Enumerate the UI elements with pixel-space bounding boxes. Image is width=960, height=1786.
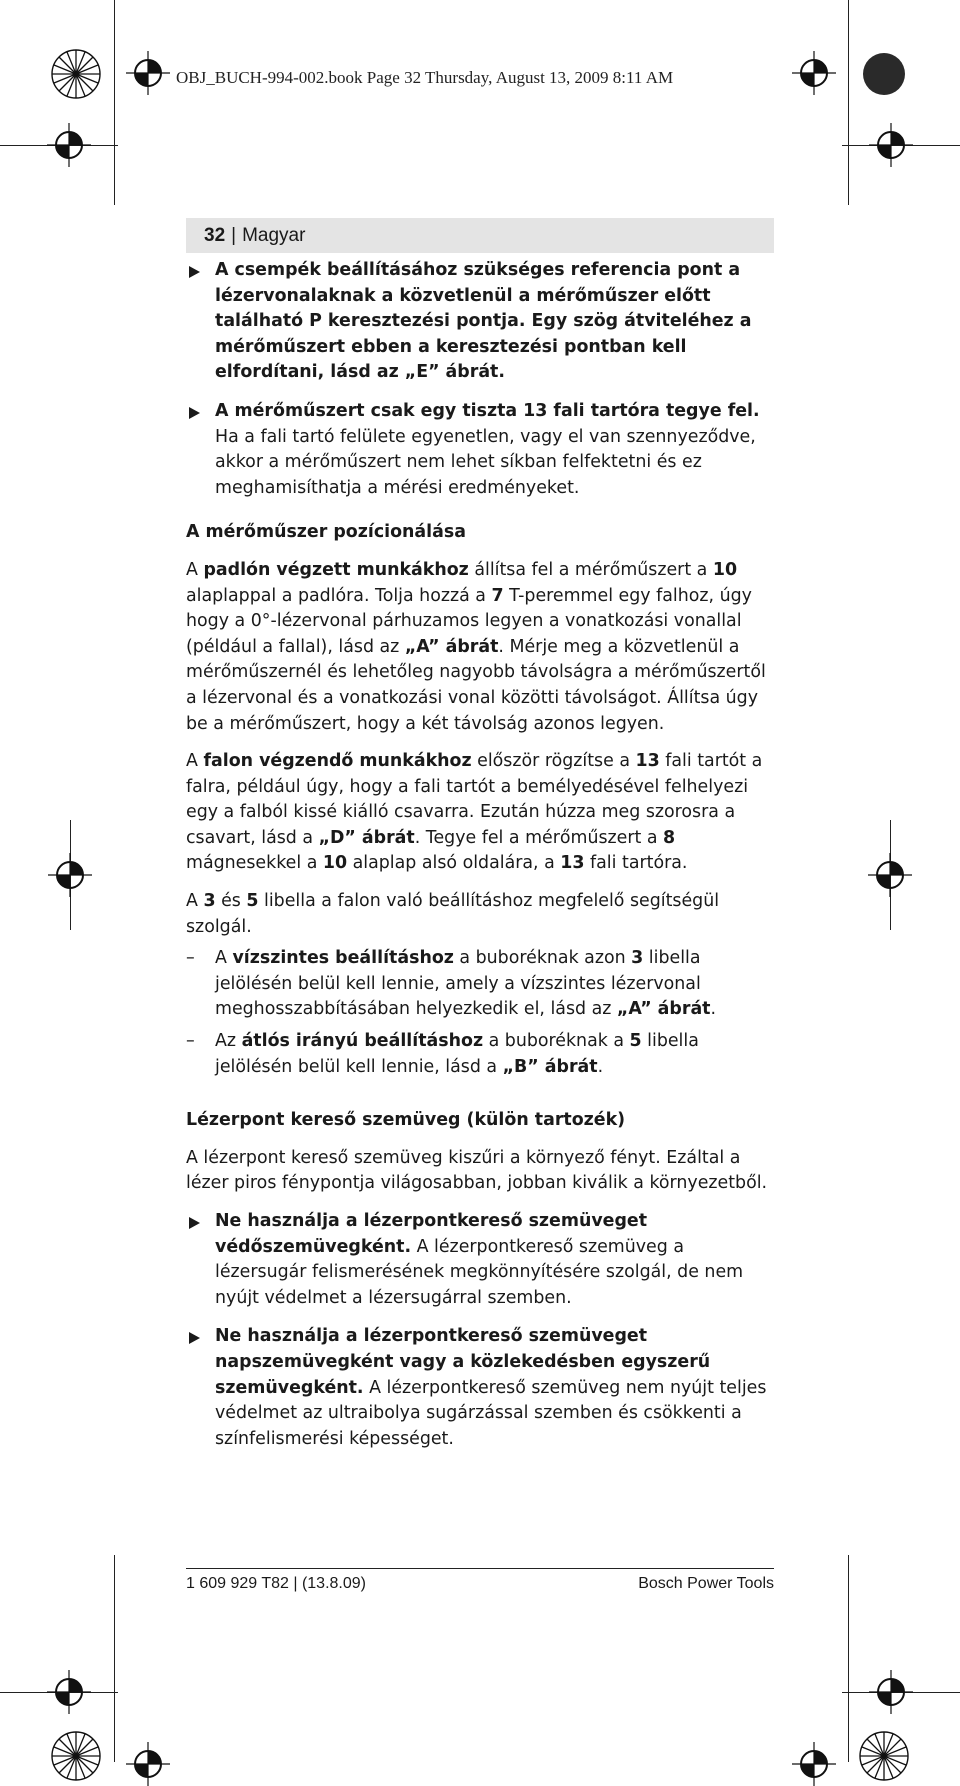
paragraph: A 3 és 5 libella a falon való beállításhoz megfelelő segítségül szolgál. [186, 891, 720, 937]
registration-crosshair [47, 1670, 91, 1714]
bullet-item: Ne használja a lézerpontkereső szemüveget védőszemüvegként. A lézerpontkereső szemüveg a lézersugár felismerésének megkönnyítésére szolgál, de nem nyújt védelmet a lézersugárral szemben. [186, 1209, 774, 1311]
registration-crosshair [869, 1670, 913, 1714]
page-body [186, 258, 774, 1465]
dash-marker: – [186, 948, 195, 969]
bullet-bold-text: A mérőműszert csak egy tiszta 13 fali tartóra tegye fel. [215, 400, 760, 421]
registration-dot [862, 52, 906, 96]
page-language: Magyar [242, 225, 306, 246]
bullet-triangle-icon [189, 266, 200, 278]
bullet-item [186, 399, 774, 501]
page-number: 32 [204, 225, 226, 246]
paragraph: A falon végzendő munkákhoz először rögzítse a 13 fali tartót a falra, például úgy, hogy a fali tartót a bemélyedésével felhelyezi egy a falból kissé kiálló csavarra. Ezután húzza meg szorosra a csavart, lásd a „D” ábrát. Tegye fel a mérőműszert a 8 mágnesekkel a 10 alaplap alsó oldalára, a 13 fali tartóra. [186, 751, 763, 874]
crop-line [114, 1555, 115, 1762]
bullet-triangle-icon [189, 1217, 200, 1229]
page-footer [186, 1568, 774, 1593]
page-header [186, 218, 774, 253]
registration-crosshair [792, 51, 836, 95]
footer-document-number: 1 609 929 T82 | (13.8.09) [186, 1575, 366, 1592]
bullet-item: Ne használja a lézerpontkereső szemüveget napszemüvegként vagy a közlekedésben egyszerű szemüvegként. A lézerpontkereső szemüveg nem nyújt teljes védelmet az ultraibolya sugárzással szemben és csökkenti a színfelismerési képességet. [186, 1324, 774, 1452]
bullet-item [186, 258, 774, 386]
bullet-text: Ha a fali tartó felülete egyenetlen, vagy el van szennyeződve, akkor a mérőműszert nem lehet síkban felfektetni és ez meghamisíthatja a mérési eredményeket. [215, 426, 756, 498]
footer-brand: Bosch Power Tools [638, 1575, 774, 1592]
registration-sunburst [50, 1730, 102, 1782]
print-slug: OBJ_BUCH-994-002.book Page 32 Thursday, August 13, 2009 8:11 AM [176, 68, 716, 88]
dash-list-item: – A vízszintes beállításhoz a buboréknak azon 3 libella jelölésén belül kell lennie, amely a vízszintes lézervonal meghosszabbításában helyezkedik el, lásd az „A” ábrát. [186, 948, 717, 1020]
registration-crosshair [792, 1742, 836, 1786]
bullet-triangle-icon [189, 1332, 200, 1344]
section-heading: Lézerpont kereső szemüveg (külön tartozék) [186, 1110, 626, 1131]
crop-line [114, 0, 115, 205]
crop-line [848, 0, 849, 205]
paragraph: A lézerpont kereső szemüveg kiszűri a környező fényt. Ezáltal a lézer piros fénypontja világosabban, jobban kiválik a környezetből. [186, 1147, 768, 1194]
registration-crosshair [126, 1742, 170, 1786]
registration-crosshair [126, 51, 170, 95]
dash-marker: – [186, 1031, 195, 1052]
registration-crosshair [47, 123, 91, 167]
registration-crosshair [869, 123, 913, 167]
registration-sunburst [50, 48, 102, 100]
section-heading: A mérőműszer pozícionálása [186, 522, 466, 543]
crop-line [848, 1555, 849, 1762]
bullet-bold-text: A csempék beállításához szükséges referencia pont a lézervonalaknak a közvetlenül a mérőműszer előtt található P keresztezési pontja. Egy szög átviteléhez a mérőműszert ebben a keresztezési pontban kell elfordítani, lásd az „E” ábrát. [215, 260, 752, 383]
registration-crosshair [48, 853, 92, 897]
header-separator: | [231, 225, 237, 246]
registration-sunburst [858, 1730, 910, 1782]
dash-list-item: – Az átlós irányú beállításhoz a buboréknak a 5 libella jelölésén belül kell lennie, lásd a „B” ábrát. [186, 1031, 699, 1077]
paragraph: A padlón végzett munkákhoz állítsa fel a mérőműszert a 10 alaplappal a padlóra. Tolja hozzá a 7 T-peremmel egy falhoz, úgy hogy a 0°-lézervonal párhuzamos legyen a vonatkozási vonallal (például a fallal), lásd az „A” ábrát. Mérje meg a közvetlenül a mérőműszernél és lehetőleg nagyobb távolságra a mérőműszertől a lézervonal és a vonatkozási vonal közötti távolságot. Állítsa úgy be a mérőműszert, hogy a két távolság azonos legyen. [186, 559, 766, 734]
registration-crosshair [868, 853, 912, 897]
bullet-triangle-icon [189, 407, 200, 419]
